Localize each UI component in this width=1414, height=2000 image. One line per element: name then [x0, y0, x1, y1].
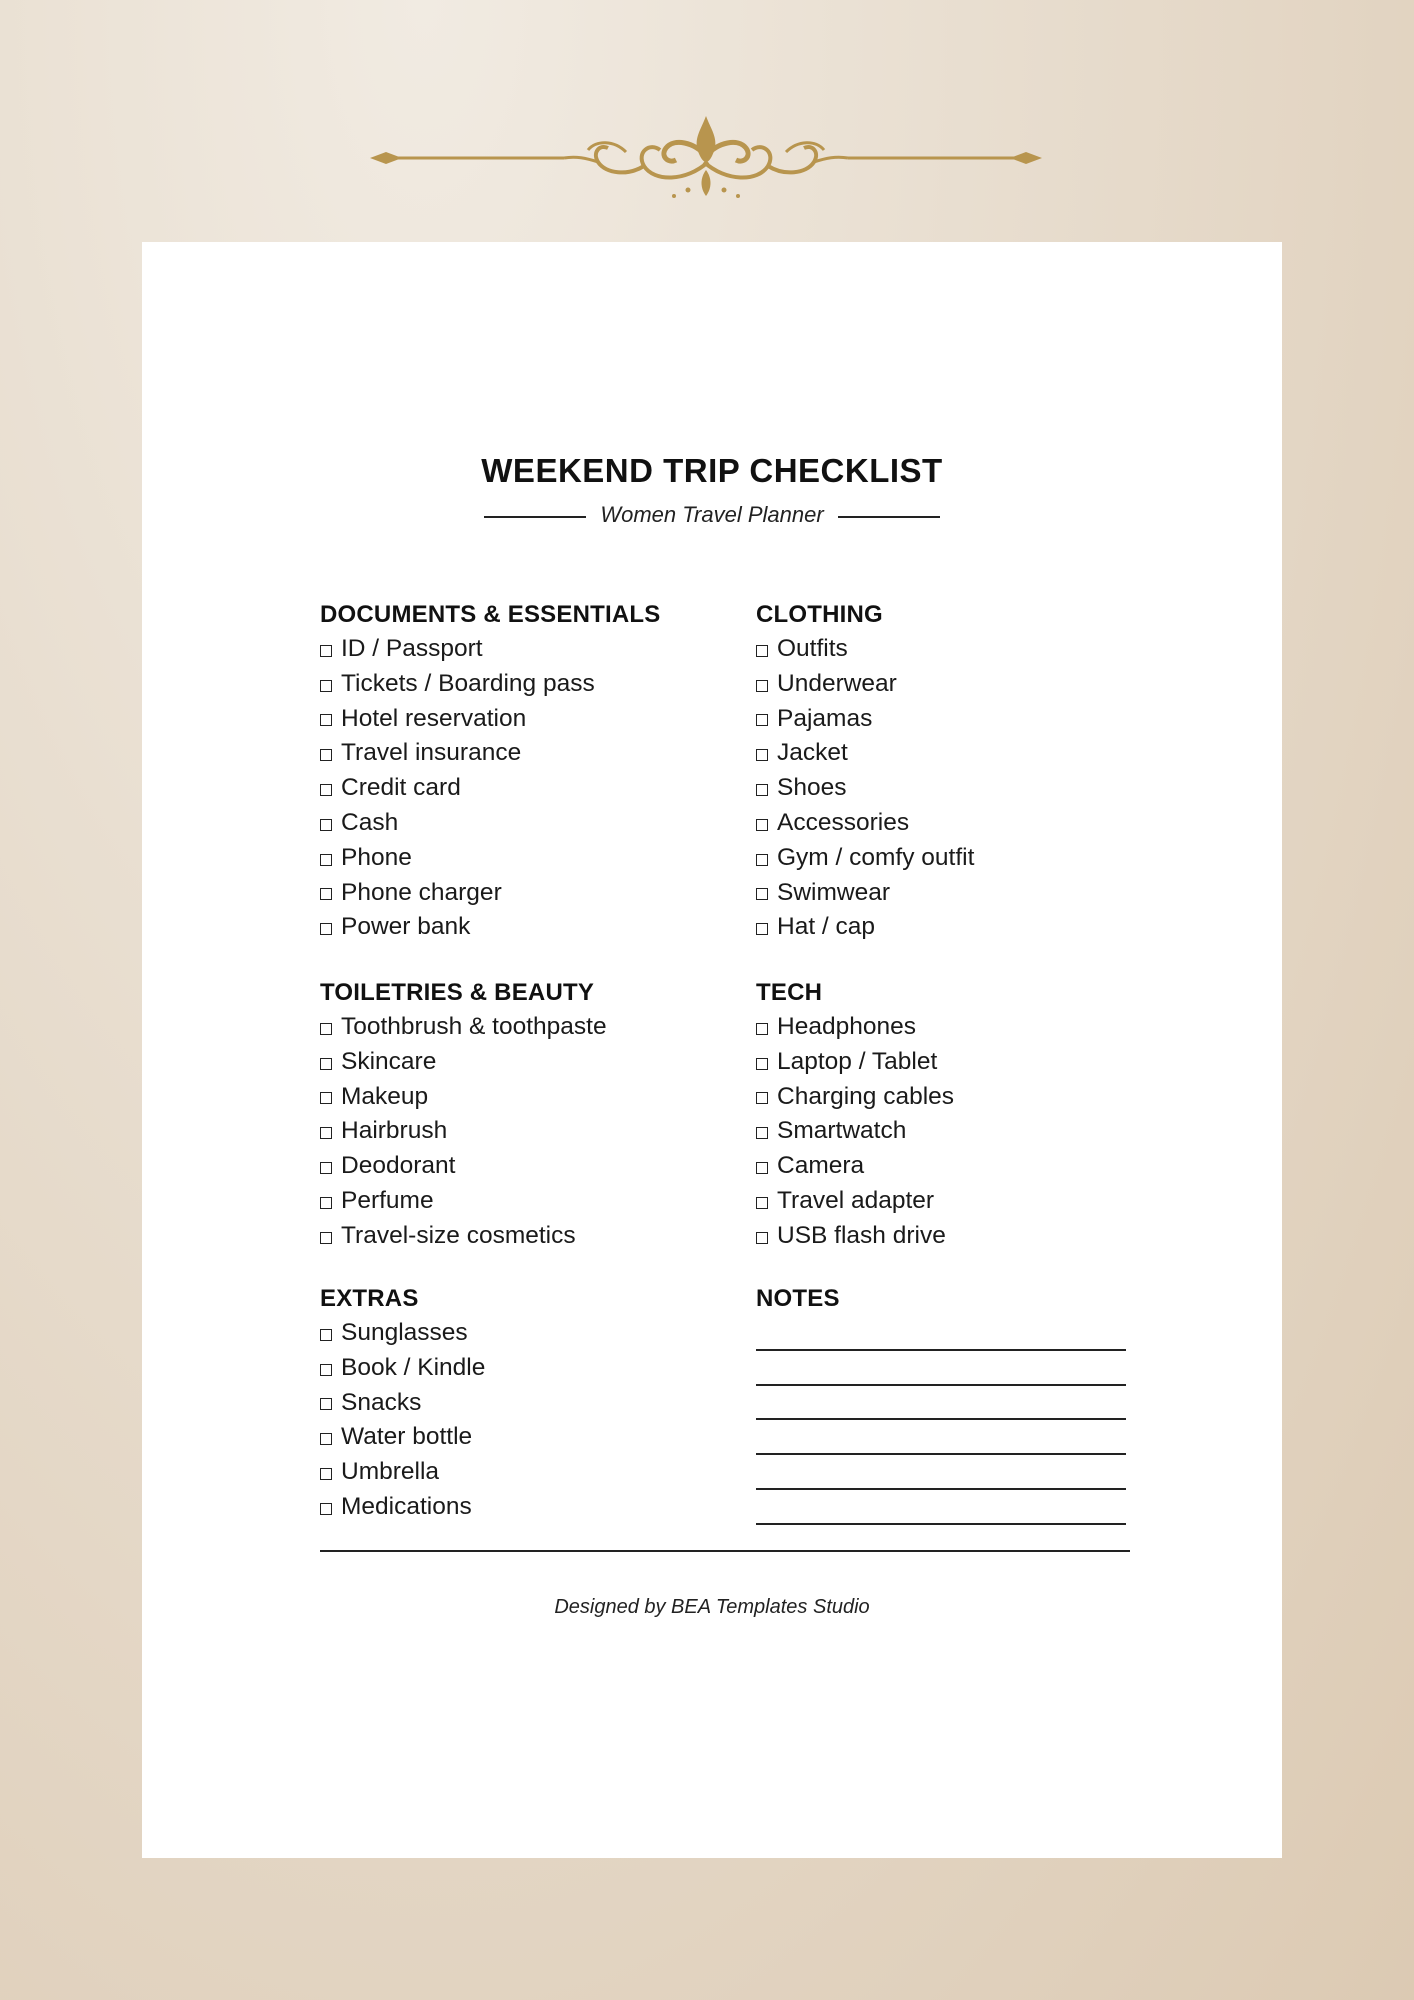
checkbox-icon[interactable] [320, 784, 332, 796]
section-heading: NOTES [756, 1285, 840, 1312]
checkbox-icon[interactable] [320, 645, 332, 657]
checklist-item[interactable]: Hotel reservation [320, 702, 660, 737]
checklist-item[interactable]: Hairbrush [320, 1114, 607, 1149]
note-line[interactable] [756, 1490, 1126, 1525]
checkbox-icon[interactable] [756, 819, 768, 831]
checkbox-icon[interactable] [320, 1197, 332, 1209]
checklist-item[interactable]: Smartwatch [756, 1114, 954, 1149]
checklist-paper [142, 242, 1282, 1858]
checklist-item[interactable]: Toothbrush & toothpaste [320, 1010, 607, 1045]
checklist-item[interactable]: ID / Passport [320, 632, 660, 667]
checkbox-icon[interactable] [320, 749, 332, 761]
section-heading: DOCUMENTS & ESSENTIALS [320, 601, 661, 628]
checkbox-icon[interactable] [320, 1092, 332, 1104]
checklist-item[interactable]: Phone [320, 841, 660, 876]
section-notes [756, 1282, 1126, 1525]
section-documents-essentials [320, 598, 660, 945]
checklist-item[interactable]: Headphones [756, 1010, 954, 1045]
checklist-item[interactable]: Perfume [320, 1184, 607, 1219]
subtitle-left-rule [484, 516, 586, 518]
checkbox-icon[interactable] [320, 1127, 332, 1139]
checkbox-icon[interactable] [756, 888, 768, 900]
section-toiletries-beauty [320, 976, 607, 1254]
notes-lines [756, 1316, 1126, 1525]
checkbox-icon[interactable] [756, 854, 768, 866]
checkbox-icon[interactable] [320, 1023, 332, 1035]
checkbox-icon[interactable] [756, 680, 768, 692]
checkbox-icon[interactable] [756, 1197, 768, 1209]
checklist-item[interactable]: Snacks [320, 1386, 485, 1421]
checklist-item[interactable]: Cash [320, 806, 660, 841]
checkbox-icon[interactable] [320, 888, 332, 900]
checkbox-icon[interactable] [320, 854, 332, 866]
checklist-item[interactable]: Jacket [756, 736, 974, 771]
checkbox-icon[interactable] [320, 1162, 332, 1174]
checkbox-icon[interactable] [756, 1058, 768, 1070]
checklist-item[interactable]: Camera [756, 1149, 954, 1184]
checklist-item[interactable]: Medications [320, 1490, 485, 1525]
checklist-item[interactable]: Travel insurance [320, 736, 660, 771]
checklist-item[interactable]: Power bank [320, 910, 660, 945]
section-tech [756, 976, 954, 1254]
checkbox-icon[interactable] [756, 749, 768, 761]
checklist-items [320, 1010, 607, 1254]
checkbox-icon[interactable] [756, 1162, 768, 1174]
checkbox-icon[interactable] [320, 819, 332, 831]
checkbox-icon[interactable] [756, 1232, 768, 1244]
checklist-item[interactable]: USB flash drive [756, 1219, 954, 1254]
subtitle: Women Travel Planner [600, 502, 824, 527]
checklist-item[interactable]: Charging cables [756, 1080, 954, 1115]
checkbox-icon[interactable] [320, 680, 332, 692]
checkbox-icon[interactable] [320, 1364, 332, 1376]
checkbox-icon[interactable] [320, 923, 332, 935]
checkbox-icon[interactable] [320, 1468, 332, 1480]
checkbox-icon[interactable] [320, 714, 332, 726]
checkbox-icon[interactable] [756, 1092, 768, 1104]
page-title: WEEKEND TRIP CHECKLIST [481, 452, 943, 489]
checklist-item[interactable]: Laptop / Tablet [756, 1045, 954, 1080]
checklist-items [756, 1010, 954, 1254]
checkbox-icon[interactable] [756, 1023, 768, 1035]
checklist-item[interactable]: Accessories [756, 806, 974, 841]
checkbox-icon[interactable] [320, 1329, 332, 1341]
section-heading: TECH [756, 979, 823, 1006]
checklist-item[interactable]: Tickets / Boarding pass [320, 667, 660, 702]
checklist-item[interactable]: Skincare [320, 1045, 607, 1080]
checklist-item[interactable]: Deodorant [320, 1149, 607, 1184]
checklist-item[interactable]: Water bottle [320, 1420, 485, 1455]
note-line[interactable] [756, 1420, 1126, 1455]
footer-credit: Designed by BEA Templates Studio [554, 1596, 870, 1618]
checklist-item[interactable]: Hat / cap [756, 910, 974, 945]
checklist-item[interactable]: Phone charger [320, 876, 660, 911]
checklist-item[interactable]: Book / Kindle [320, 1351, 485, 1386]
section-heading: TOILETRIES & BEAUTY [320, 979, 595, 1006]
checkbox-icon[interactable] [320, 1398, 332, 1410]
checklist-item[interactable]: Gym / comfy outfit [756, 841, 974, 876]
checklist-item[interactable]: Credit card [320, 771, 660, 806]
checkbox-icon[interactable] [756, 923, 768, 935]
checklist-item[interactable]: Travel-size cosmetics [320, 1219, 607, 1254]
section-heading: EXTRAS [320, 1285, 419, 1312]
bottom-divider [320, 1550, 1130, 1552]
checklist-item[interactable]: Outfits [756, 632, 974, 667]
checklist-items [756, 632, 974, 945]
subtitle-right-rule [838, 516, 940, 518]
checklist-item[interactable]: Shoes [756, 771, 974, 806]
section-extras [320, 1282, 485, 1525]
checkbox-icon[interactable] [756, 1127, 768, 1139]
checklist-items [320, 1316, 485, 1525]
checklist-item[interactable]: Makeup [320, 1080, 607, 1115]
checklist-item[interactable]: Underwear [756, 667, 974, 702]
note-line[interactable] [756, 1351, 1126, 1386]
section-heading: CLOTHING [756, 601, 883, 628]
note-line[interactable] [756, 1455, 1126, 1490]
checklist-item[interactable]: Pajamas [756, 702, 974, 737]
checkbox-icon[interactable] [756, 714, 768, 726]
note-line[interactable] [756, 1316, 1126, 1351]
checklist-items [320, 632, 660, 945]
section-clothing [756, 598, 974, 945]
gold-flourish-ornament-icon [366, 112, 1046, 208]
checkbox-icon[interactable] [756, 645, 768, 657]
checklist-item[interactable]: Swimwear [756, 876, 974, 911]
subtitle-row [142, 502, 1282, 528]
checkbox-icon[interactable] [756, 784, 768, 796]
checkbox-icon[interactable] [320, 1433, 332, 1445]
checklist-item[interactable]: Sunglasses [320, 1316, 485, 1351]
checkbox-icon[interactable] [320, 1232, 332, 1244]
checklist-item[interactable]: Travel adapter [756, 1184, 954, 1219]
note-line[interactable] [756, 1386, 1126, 1421]
checkbox-icon[interactable] [320, 1503, 332, 1515]
checklist-item[interactable]: Umbrella [320, 1455, 485, 1490]
checkbox-icon[interactable] [320, 1058, 332, 1070]
